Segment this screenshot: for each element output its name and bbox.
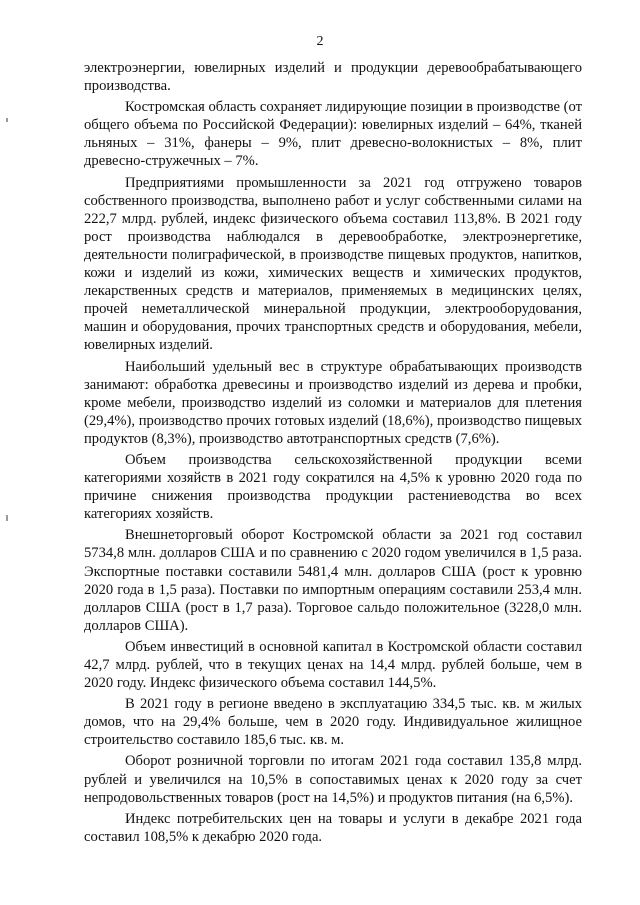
paragraph: электроэнергии, ювелирных изделий и продукции деревообрабатывающего производства. [84, 60, 582, 95]
paragraph: Объем производства сельскохозяйственной продукции всеми категориями хозяйств в 2021 году сократился на 4,5% к уровню 2020 года по причине снижения производства продукции растениеводства во всех категориях хозяйств. [84, 451, 582, 523]
paragraph: Индекс потребительских цен на товары и услуги в декабре 2021 года составил 108,5% к декабрю 2020 года. [84, 810, 582, 845]
paragraph: Объем инвестиций в основной капитал в Костромской области составил 42,7 млрд. рублей, что в текущих ценах на 14,4 млрд. рублей больше, чем в 2020 году. Индекс физического объема составил 144,5%. [84, 638, 582, 692]
document-body [84, 59, 582, 849]
paragraph: Внешнеторговый оборот Костромской области за 2021 год составил 5734,8 млн. долларов США и по сравнению с 2020 годом увеличился в 1,5 раза. Экспортные поставки составили 5481,4 млн. долларов США (рост к уровню 2020 года в 1,5 раза). Поставки по импортным операциям составили 253,4 млн. долларов США (рост в 1,7 раза). Торговое сальдо положительное (3228,0 млн. долларов США). [84, 527, 582, 634]
scan-mark-bottom [6, 515, 8, 521]
paragraph: Предприятиями промышленности за 2021 год отгружено товаров собственного производства, выполнено работ и услуг собственными силами на 222,7 млрд. рублей, индекс физического объема составил 113,8%. В 2021 году рост производства наблюдался в деревообработке, электроэнергетике, деятельности полиграфической, в производстве пищевых продуктов, напитков, кожи и изделий из кожи, химических веществ и химических продуктов, лекарственных средств и материалов, применяемых в медицинских целях, прочей неметаллической минеральной продукции, электрооборудования, машин и оборудования, прочих транспортных средств и оборудования, мебели, ювелирных изделий. [84, 174, 582, 354]
paragraph: Оборот розничной торговли по итогам 2021 года составил 135,8 млрд. рублей и увеличился на 10,5% в сопоставимых ценах к 2020 году за счет непродовольственных товаров (рост на 14,5%) и продуктов питания (на 6,5%). [84, 753, 582, 806]
paragraph: Костромская область сохраняет лидирующие позиции в производстве (от общего объема по Российской Федерации): ювелирных изделий – 64%, тканей льняных – 31%, фанеры – 9%, плит древесно-волокнистых – 8%, плит древесно-стружечных – 7%. [84, 99, 582, 170]
paragraph: Наибольший удельный вес в структуре обрабатывающих производств занимают: обработка древесины и производство изделий из дерева и пробки, кроме мебели, производство изделий из соломки и материалов для плетения (29,4%), производство прочих готовых изделий (18,6%), производство пищевых продуктов (8,3%), производство автотранспортных средств (7,6%). [84, 358, 582, 447]
scan-mark-top [6, 118, 8, 122]
paragraph: В 2021 году в регионе введено в эксплуатацию 334,5 тыс. кв. м жилых домов, что на 29,4% больше, чем в 2020 году. Индивидуальное жилищное строительство составило 185,6 тыс. кв. м. [84, 696, 582, 749]
page-number: 2 [316, 34, 324, 49]
